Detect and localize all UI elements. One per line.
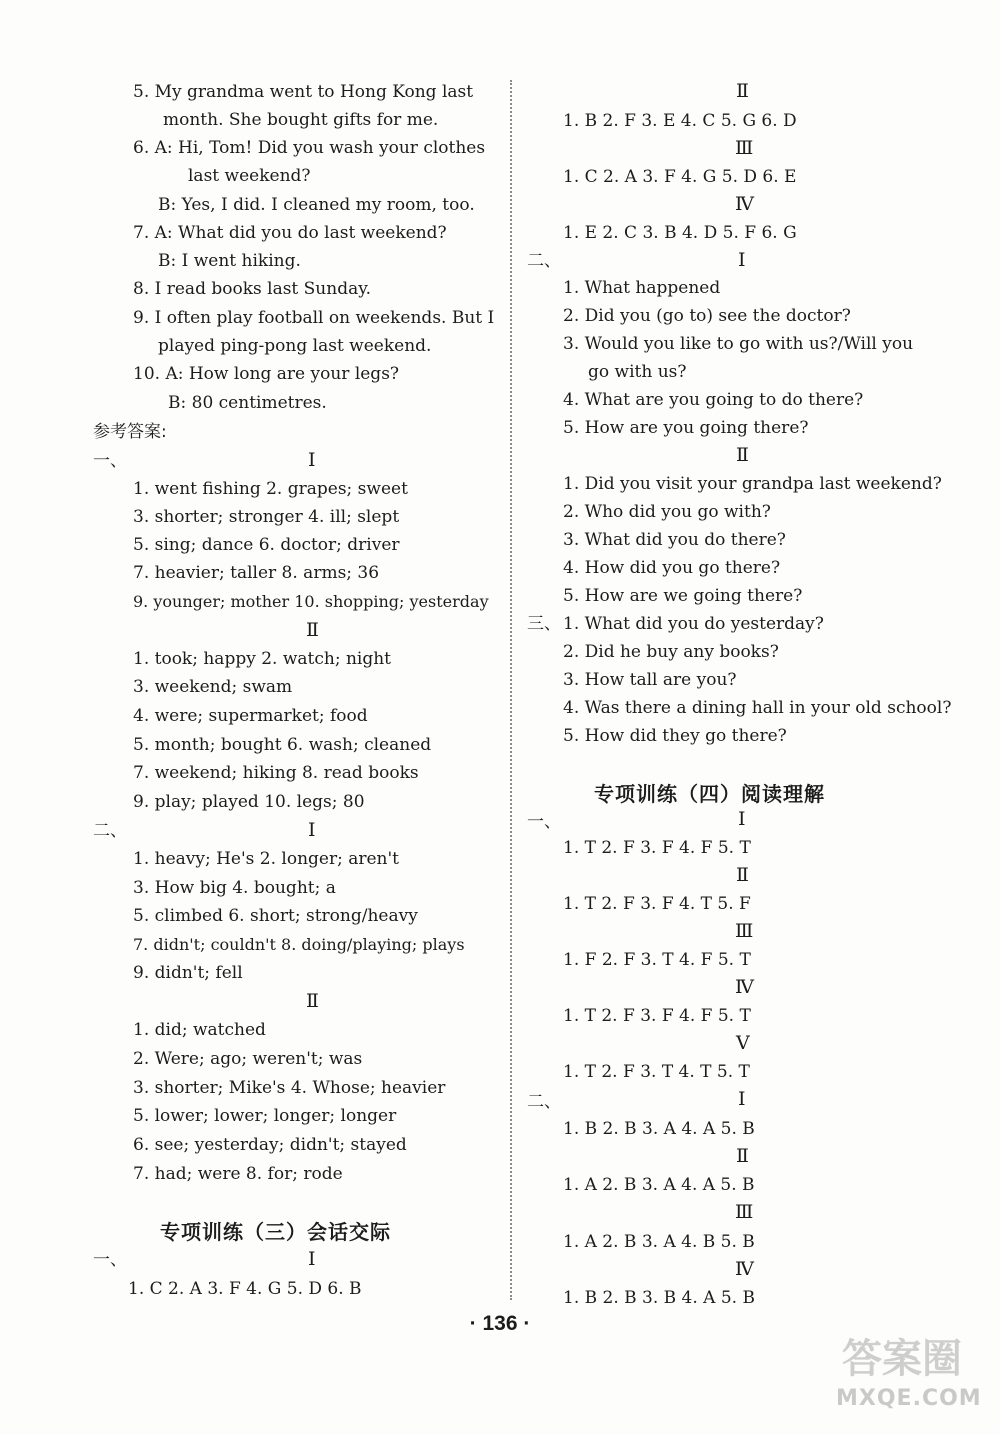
text-line: 2. Who did you go with?	[563, 502, 771, 522]
text-line: 9. play; played 10. legs; 80	[133, 792, 365, 812]
text-line: 7. didn't; couldn't 8. doing/playing; plays	[133, 935, 465, 954]
text-line: 1. took; happy 2. watch; night	[133, 649, 392, 669]
section-marker: 三、	[527, 614, 561, 634]
roman-numeral: Ⅴ	[736, 1033, 750, 1054]
roman-numeral: Ⅳ	[735, 977, 754, 998]
text-line: 5. My grandma went to Hong Kong last	[133, 82, 474, 102]
roman-numeral: Ⅲ	[735, 921, 754, 942]
watermark	[828, 1321, 982, 1411]
text-line: 5. How are you going there?	[563, 418, 809, 438]
watermark-logo: 答案圈	[842, 1336, 962, 1382]
watermark-text: MXQE.COM	[836, 1386, 982, 1411]
text-line: 1. did; watched	[133, 1020, 266, 1040]
roman-numeral: Ⅰ	[308, 820, 316, 841]
text-line: go with us?	[588, 362, 687, 382]
text-line: 3. How tall are you?	[563, 670, 737, 690]
text-line: 1. heavy; He's 2. longer; aren't	[133, 849, 400, 869]
text-line: 1. Did you visit your grandpa last weekend?	[563, 474, 942, 494]
text-line: 1. T 2. F 3. F 4. F 5. T	[563, 1006, 751, 1026]
text-line: 9. didn't; fell	[133, 963, 243, 983]
text-line: 1. A 2. B 3. A 4. A 5. B	[563, 1175, 755, 1195]
text-line: 3. shorter; stronger 4. ill; slept	[133, 507, 400, 527]
roman-numeral: Ⅰ	[738, 809, 746, 830]
text-line: 5. month; bought 6. wash; cleaned	[133, 735, 432, 755]
text-line: 1. B 2. F 3. E 4. C 5. G 6. D	[563, 111, 797, 131]
text-line: 3. weekend; swam	[133, 677, 293, 697]
text-line: 5. climbed 6. short; strong/heavy	[133, 906, 418, 926]
text-line: 1. went fishing 2. grapes; sweet	[133, 479, 408, 499]
roman-numeral: Ⅱ	[736, 1146, 749, 1167]
section-marker: 二、	[527, 1092, 561, 1112]
text-line: 7. A: What did you do last weekend?	[133, 223, 447, 243]
text-line: 10. A: How long are your legs?	[133, 364, 400, 384]
text-line: 1. A 2. B 3. A 4. B 5. B	[563, 1232, 755, 1252]
text-line: B: I went hiking.	[158, 251, 301, 271]
text-line: 9. I often play football on weekends. But I	[133, 308, 495, 328]
text-line: 1. What happened	[563, 278, 721, 298]
section-marker: 二、	[93, 821, 127, 841]
section-marker: 一、	[93, 451, 127, 471]
text-line: 4. Was there a dining hall in your old school?	[563, 698, 952, 718]
text-line: played ping-pong last weekend.	[158, 336, 432, 356]
text-line: 5. lower; lower; longer; longer	[133, 1106, 397, 1126]
text-line: 3. What did you do there?	[563, 530, 786, 550]
text-line: B: 80 centimetres.	[168, 393, 327, 413]
roman-numeral: Ⅰ	[738, 250, 746, 271]
text-line: 1. B 2. B 3. B 4. A 5. B	[563, 1288, 755, 1308]
text-line: last weekend?	[188, 166, 311, 186]
text-line: 5. How are we going there?	[563, 586, 803, 606]
section-marker: 一、	[93, 1250, 127, 1270]
text-line: 7. weekend; hiking 8. read books	[133, 763, 419, 783]
text-line: 8. I read books last Sunday.	[133, 279, 371, 299]
text-line: 2. Did you (go to) see the doctor?	[563, 306, 851, 326]
text-line: 7. had; were 8. for; rode	[133, 1164, 343, 1184]
text-line: 2. Were; ago; weren't; was	[133, 1049, 363, 1069]
roman-numeral: Ⅰ	[738, 1089, 746, 1110]
text-line: 1. T 2. F 3. F 4. T 5. F	[563, 894, 751, 914]
page-number: · 136 ·	[469, 1312, 531, 1335]
text-line: 6. see; yesterday; didn't; stayed	[133, 1135, 407, 1155]
column-divider	[510, 80, 512, 1300]
roman-numeral: Ⅱ	[736, 445, 749, 466]
roman-numeral: Ⅱ	[736, 81, 749, 102]
roman-numeral: Ⅱ	[306, 620, 319, 641]
roman-numeral: Ⅱ	[306, 991, 319, 1012]
text-line: 9. younger; mother 10. shopping; yesterday	[133, 592, 489, 611]
section-title: 专项训练（三）会话交际	[160, 1220, 391, 1244]
roman-numeral: Ⅳ	[735, 1259, 754, 1280]
text-line: 1. What did you do yesterday?	[563, 614, 824, 634]
text-line: 5. How did they go there?	[563, 726, 787, 746]
text-line: 1. C 2. A 3. F 4. G 5. D 6. B	[128, 1279, 362, 1299]
roman-numeral: Ⅱ	[736, 865, 749, 886]
text-line: 3. shorter; Mike's 4. Whose; heavier	[133, 1078, 446, 1098]
text-line: month. She bought gifts for me.	[163, 110, 439, 130]
text-line: 1. C 2. A 3. F 4. G 5. D 6. E	[563, 167, 797, 187]
text-line: 5. sing; dance 6. doctor; driver	[133, 535, 400, 555]
text-line: 3. How big 4. bought; a	[133, 878, 336, 898]
section-title: 专项训练（四）阅读理解	[594, 782, 825, 806]
text-line: 2. Did he buy any books?	[563, 642, 779, 662]
text-line: 7. heavier; taller 8. arms; 36	[133, 563, 380, 583]
text-line: 6. A: Hi, Tom! Did you wash your clothes	[133, 138, 486, 158]
roman-numeral: Ⅰ	[308, 1249, 316, 1270]
text-line: 1. F 2. F 3. T 4. F 5. T	[563, 950, 751, 970]
text-line: 1. E 2. C 3. B 4. D 5. F 6. G	[563, 223, 797, 243]
roman-numeral: Ⅲ	[735, 138, 754, 159]
text-line: 4. How did you go there?	[563, 558, 781, 578]
roman-numeral: Ⅳ	[735, 194, 754, 215]
text-line: 1. T 2. F 3. F 4. F 5. T	[563, 838, 751, 858]
answer-key-heading: 参考答案:	[93, 422, 167, 442]
text-line: 3. Would you like to go with us?/Will you	[563, 334, 914, 354]
text-line: 4. What are you going to do there?	[563, 390, 864, 410]
section-marker: 一、	[527, 812, 561, 832]
text-line: 1. T 2. F 3. T 4. T 5. T	[563, 1062, 750, 1082]
section-marker: 二、	[527, 251, 561, 271]
text-line: 4. were; supermarket; food	[133, 706, 368, 726]
roman-numeral: Ⅲ	[735, 1202, 754, 1223]
text-line: 1. B 2. B 3. A 4. A 5. B	[563, 1119, 755, 1139]
roman-numeral: Ⅰ	[308, 450, 316, 471]
text-line: B: Yes, I did. I cleaned my room, too.	[158, 195, 475, 215]
